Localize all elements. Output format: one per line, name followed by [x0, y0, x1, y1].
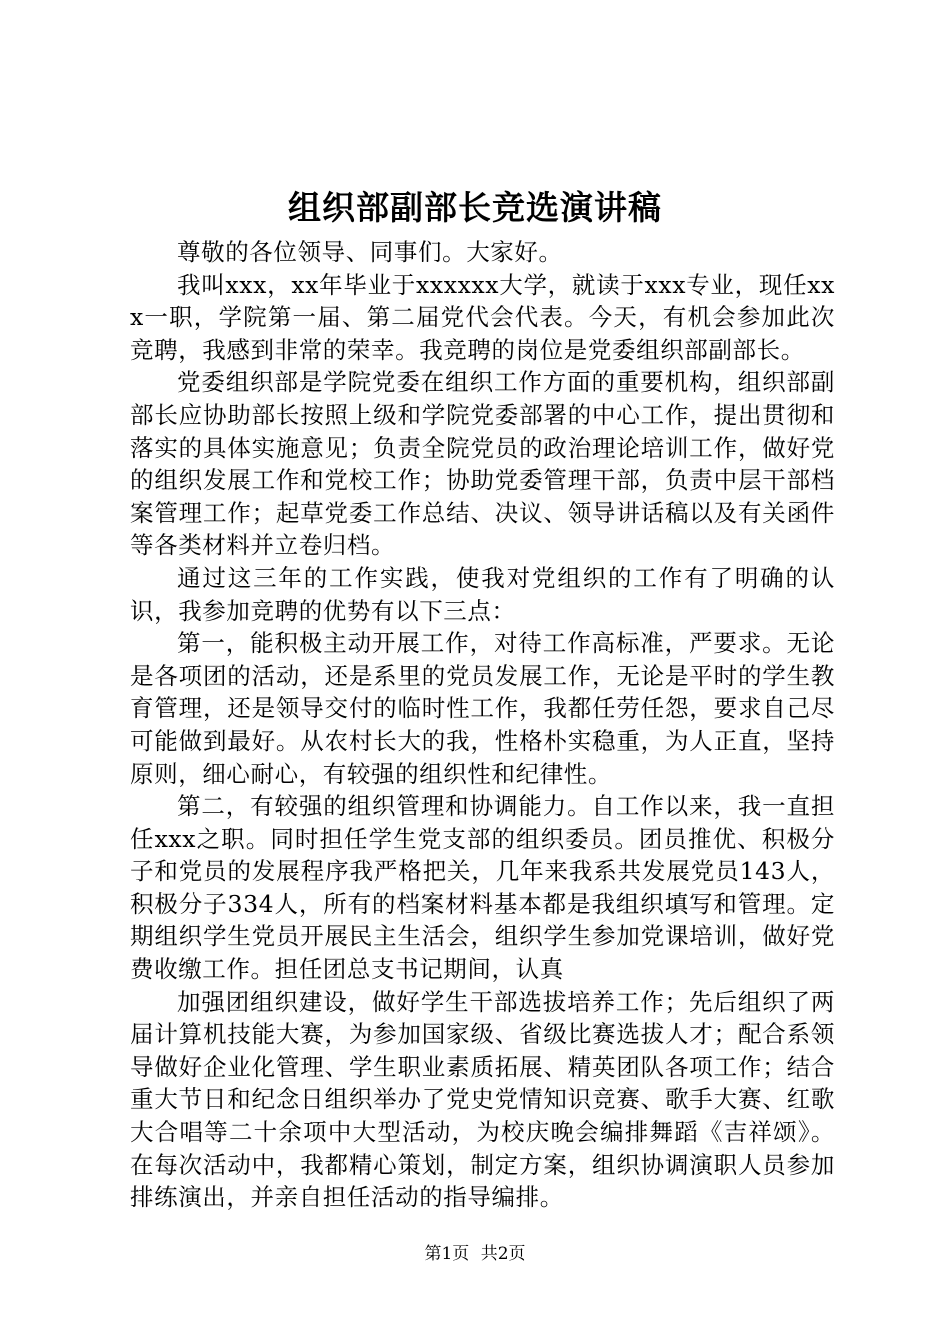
- paragraph-advantages-intro: 通过这三年的工作实践，使我对党组织的工作有了明确的认识，我参加竞聘的优势有以下三点：: [130, 563, 835, 625]
- page-number-total: 共2页: [480, 1244, 526, 1264]
- paragraph-role-description: 党委组织部是学院党委在组织工作方面的重要机构，组织部副部长应协助部长按照上级和学院党委部署的中心工作，提出贯彻和落实的具体实施意见；负责全院党员的政治理论培训工作，做好党的组织发展工作和党校工作；协助党委管理干部，负责中层干部档案管理工作；起草党委工作总结、决议、领导讲话稿以及有关函件等各类材料并立卷归档。: [130, 368, 835, 560]
- paragraph-activities: 加强团组织建设，做好学生干部选拔培养工作；先后组织了两届计算机技能大赛，为参加国家级、省级比赛选拔人才；配合系领导做好企业化管理、学生职业素质拓展、精英团队各项工作；结合重大节日和纪念日组织举办了党史党情知识竞赛、歌手大赛、红歌大合唱等二十余项中大型活动，为校庆晚会编排舞蹈《吉祥颂》。在每次活动中，我都精心策划，制定方案，组织协调演职人员参加排练演出，并亲自担任活动的指导编排。: [130, 987, 835, 1212]
- document-body: [130, 236, 835, 1214]
- paragraph-introduction: 我叫xxx，xx年毕业于xxxxxx大学，就读于xxx专业，现任xxx一职，学院第一届、第二届党代会代表。今天，有机会参加此次竞聘，我感到非常的荣幸。我竞聘的岗位是党委组织部副部长。: [130, 270, 835, 364]
- paragraph-greeting: 尊敬的各位领导、同事们。大家好。: [177, 238, 563, 266]
- page-footer: [0, 1242, 950, 1266]
- paragraph-advantage-two: 第二，有较强的组织管理和协调能力。自工作以来，我一直担任xxx之职。同时担任学生党支部的组织委员。团员推优、积极分子和党员的发展程序我严格把关，几年来我系共发展党员143人，积极分子334人，所有的档案材料基本都是我组织填写和管理。定期组织学生党员开展民主生活会，组织学生参加党课培训，做好党费收缴工作。担任团总支书记期间，认真: [130, 792, 835, 984]
- page-number-current: 第1页: [424, 1244, 470, 1264]
- document-title: 组织部副部长竞选演讲稿: [288, 188, 662, 227]
- paragraph-advantage-one: 第一，能积极主动开展工作，对待工作高标准，严要求。无论是各项团的活动，还是系里的党员发展工作，无论是平时的学生教育管理，还是领导交付的临时性工作，我都任劳任怨，要求自己尽可能做到最好。从农村长大的我，性格朴实稳重，为人正直，坚持原则，细心耐心，有较强的组织性和纪律性。: [130, 629, 835, 788]
